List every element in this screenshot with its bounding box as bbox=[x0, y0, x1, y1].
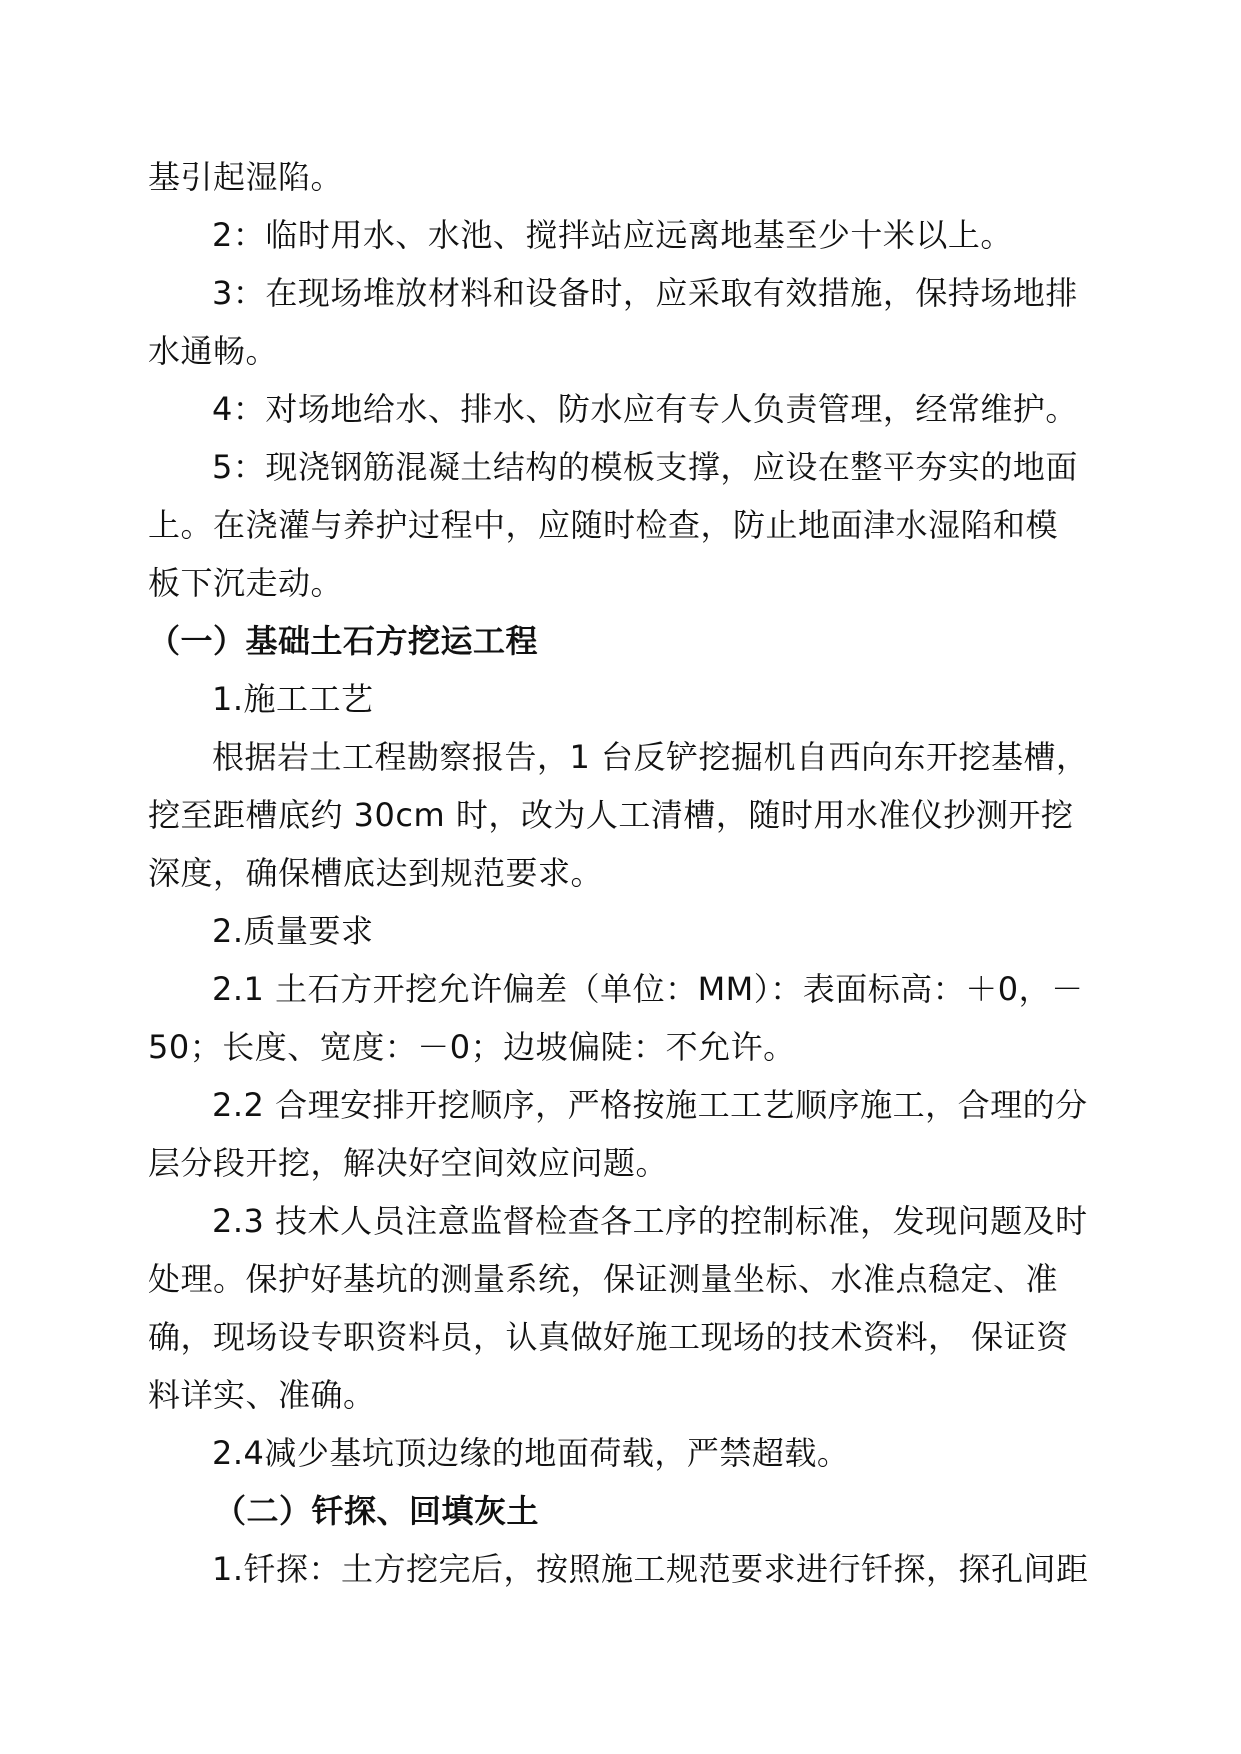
document-page bbox=[148, 148, 1108, 1598]
text-line: 上。在浇灌与养护过程中，应随时检查，防止地面津水湿陷和模 bbox=[148, 506, 1059, 544]
text-line: 5：现浇钢筋混凝土结构的模板支撑，应设在整平夯实的地面 bbox=[212, 448, 1078, 486]
text-line: 2.4减少基坑顶边缘的地面荷载，严禁超载。 bbox=[212, 1434, 850, 1472]
text-line: 料详实、准确。 bbox=[148, 1376, 376, 1414]
subsection-title: 2.质量要求 bbox=[212, 912, 374, 950]
section-heading: （二）钎探、回填灰土 bbox=[214, 1492, 540, 1530]
text-line: 根据岩土工程勘察报告，1 台反铲挖掘机自西向东开挖基槽， bbox=[212, 738, 1089, 776]
text-line: 1.钎探：土方挖完后，按照施工规范要求进行钎探，探孔间距 bbox=[212, 1550, 1089, 1588]
subsection-title: 1.施工工艺 bbox=[212, 680, 374, 718]
text-line: 深度，确保槽底达到规范要求。 bbox=[148, 854, 604, 892]
text-line: 2.3 技术人员注意监督检查各工序的控制标准，发现问题及时 bbox=[212, 1202, 1088, 1240]
text-line: 水通畅。 bbox=[148, 332, 279, 370]
text-line: 2.2 合理安排开挖顺序，严格按施工工艺顺序施工，合理的分 bbox=[212, 1086, 1088, 1124]
text-line: 2：临时用水、水池、搅拌站应远离地基至少十米以上。 bbox=[212, 216, 1013, 254]
section-heading: （一）基础土石方挖运工程 bbox=[148, 622, 539, 660]
text-line: 层分段开挖，解决好空间效应问题。 bbox=[148, 1144, 669, 1182]
text-line: 50；长度、宽度：－0；边坡偏陡：不允许。 bbox=[148, 1028, 796, 1066]
text-line: 基引起湿陷。 bbox=[148, 158, 344, 196]
text-line: 确，现场设专职资料员，认真做好施工现场的技术资料， 保证资 bbox=[148, 1318, 1069, 1356]
text-line: 挖至距槽底约 30cm 时，改为人工清槽，随时用水准仪抄测开挖 bbox=[148, 796, 1074, 834]
text-line: 4：对场地给水、排水、防水应有专人负责管理，经常维护。 bbox=[212, 390, 1078, 428]
text-line: 2.1 土石方开挖允许偏差（单位：MM）：表面标高：＋0，－ bbox=[212, 970, 1084, 1008]
text-line: 板下沉走动。 bbox=[148, 564, 344, 602]
text-line: 处理。保护好基坑的测量系统，保证测量坐标、水准点稳定、准 bbox=[148, 1260, 1059, 1298]
text-line: 3：在现场堆放材料和设备时，应采取有效措施，保持场地排 bbox=[212, 274, 1078, 312]
